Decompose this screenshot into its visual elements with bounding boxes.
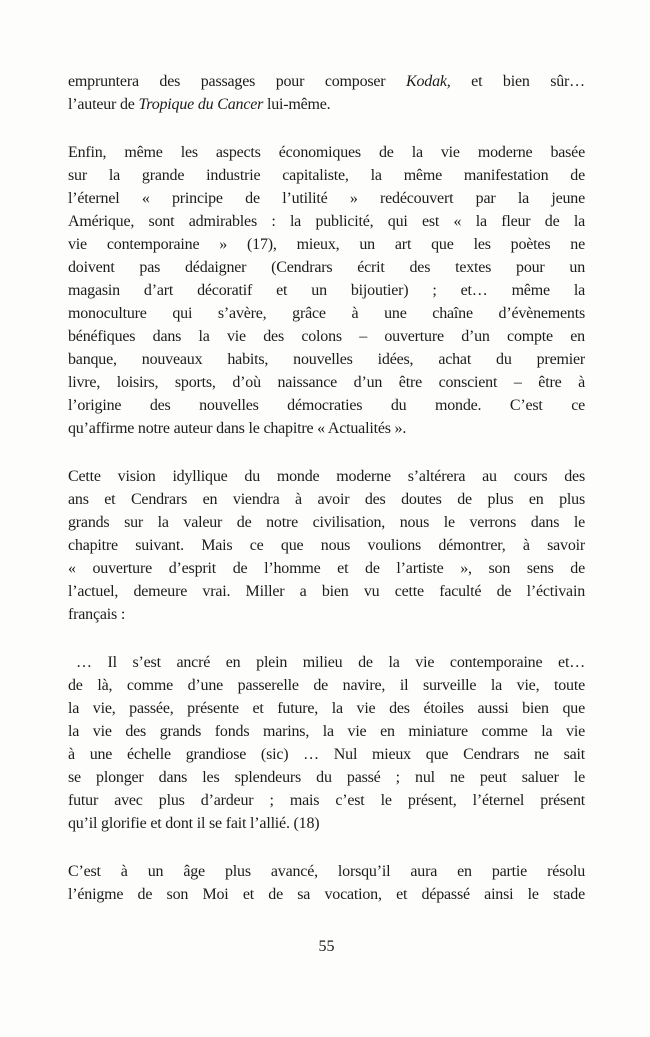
paragraph-economie-moderne	[68, 141, 585, 440]
text-segment: banque, nouveaux habits, nouvelles idées, achat du premier	[68, 351, 585, 368]
text-line	[68, 812, 585, 835]
paragraph-age-avance	[68, 860, 585, 906]
text-segment: l’origine des nouvelles démocraties du monde. C’est ce	[68, 397, 585, 414]
text-line	[68, 465, 585, 488]
text-line	[68, 720, 585, 743]
text-segment: vie contemporaine » (17), mieux, un art que les poètes ne	[68, 236, 585, 253]
text-segment: l’actuel, demeure vrai. Miller a bien vu cette faculté de l’éctivain	[68, 583, 585, 600]
text-segment: à une échelle grandiose (sic) … Nul mieux que Cendrars ne sait	[68, 746, 585, 763]
text-line	[68, 279, 585, 302]
text-segment: magasin d’art décoratif et un bijoutier) ; et… même la	[68, 282, 585, 299]
text-line	[68, 93, 585, 116]
text-segment: la vie, passée, présente et future, la vie des étoiles aussi bien que	[68, 700, 585, 717]
text-line	[68, 789, 585, 812]
page-number: 55	[318, 938, 335, 955]
text-segment: l’éternel « principe de l’utilité » redécouvert par la jeune	[68, 190, 585, 207]
text-line	[68, 674, 585, 697]
text-segment: Amérique, sont admirables : la publicité, qui est « la fleur de la	[68, 213, 585, 230]
text-segment: Cette vision idyllique du monde moderne s’altérera au cours des	[68, 468, 585, 485]
text-line	[68, 603, 585, 626]
text-line	[68, 371, 585, 394]
text-line	[68, 534, 585, 557]
text-segment: qu’affirme notre auteur dans le chapitre « Actualités ».	[68, 420, 407, 437]
text-line	[68, 511, 585, 534]
text-segment: lui-même.	[263, 96, 331, 113]
text-segment: Enfin, même les aspects économiques de la vie moderne basée	[68, 144, 585, 161]
text-line	[68, 164, 585, 187]
text-line	[68, 697, 585, 720]
text-segment: … Il s’est ancré en plein milieu de la vie contemporaine et…	[76, 654, 585, 671]
text-line	[68, 233, 585, 256]
text-line	[68, 256, 585, 279]
text-line	[68, 417, 585, 440]
text-segment: bénéfiques dans la vie des colons – ouverture d’un compte en	[68, 328, 585, 345]
text-line	[68, 488, 585, 511]
text-segment: l’auteur de	[68, 96, 139, 113]
text-line	[68, 325, 585, 348]
text-line	[68, 557, 585, 580]
text-line	[68, 187, 585, 210]
text-line	[68, 860, 585, 883]
text-line	[68, 348, 585, 371]
text-segment: empruntera des passages pour composer	[68, 73, 407, 90]
paragraph-vision-idyllique	[68, 465, 585, 626]
text-segment: grands sur la valeur de notre civilisation, nous le verrons dans le	[68, 514, 585, 531]
text-line	[68, 580, 585, 603]
text-segment: livre, loisirs, sports, d’où naissance d’un être conscient – être à	[68, 374, 585, 391]
text-segment: monoculture qui s’avère, grâce à une chaîne d’évènements	[68, 305, 585, 322]
text-line	[68, 743, 585, 766]
text-segment: chapitre suivant. Mais ce que nous voulions démontrer, à savoir	[68, 537, 585, 554]
paragraph-citation-miller	[68, 651, 585, 835]
text-segment: doivent pas dédaigner (Cendrars écrit des textes pour un	[68, 259, 585, 276]
text-segment: ans et Cendrars en viendra à avoir des doutes de plus en plus	[68, 491, 585, 508]
text-segment: C’est à un âge plus avancé, lorsqu’il aura en partie résolu	[68, 863, 585, 880]
text-line	[68, 210, 585, 233]
italic-title-text: Tropique du Cancer	[138, 96, 264, 113]
italic-title-text: Kodak,	[406, 73, 451, 90]
text-line	[68, 766, 585, 789]
text-segment: l’énigme de son Moi et de sa vocation, et dépassé ainsi le stade	[68, 886, 585, 903]
text-segment: qu’il glorifie et dont il se fait l’allié. (18)	[68, 815, 320, 832]
text-line	[68, 70, 585, 93]
text-segment: de là, comme d’une passerelle de navire, il surveille la vie, toute	[68, 677, 585, 694]
text-line	[68, 302, 585, 325]
text-segment: et bien sûr…	[450, 73, 585, 90]
text-segment: futur avec plus d’ardeur ; mais c’est le présent, l’éternel présent	[68, 792, 585, 809]
text-line	[68, 883, 585, 906]
text-line	[68, 141, 585, 164]
text-segment: français :	[68, 606, 126, 623]
text-line	[68, 651, 585, 674]
page-text-block	[68, 70, 585, 906]
text-segment: « ouverture d’esprit de l’homme et de l’artiste », son sens de	[68, 560, 585, 577]
paragraph-opening	[68, 70, 585, 116]
text-line	[68, 394, 585, 417]
text-segment: se plonger dans les splendeurs du passé ; nul ne peut saluer le	[68, 769, 585, 786]
text-segment: la vie des grands fonds marins, la vie en miniature comme la vie	[68, 723, 585, 740]
text-segment: sur la grande industrie capitaliste, la même manifestation de	[68, 167, 585, 184]
